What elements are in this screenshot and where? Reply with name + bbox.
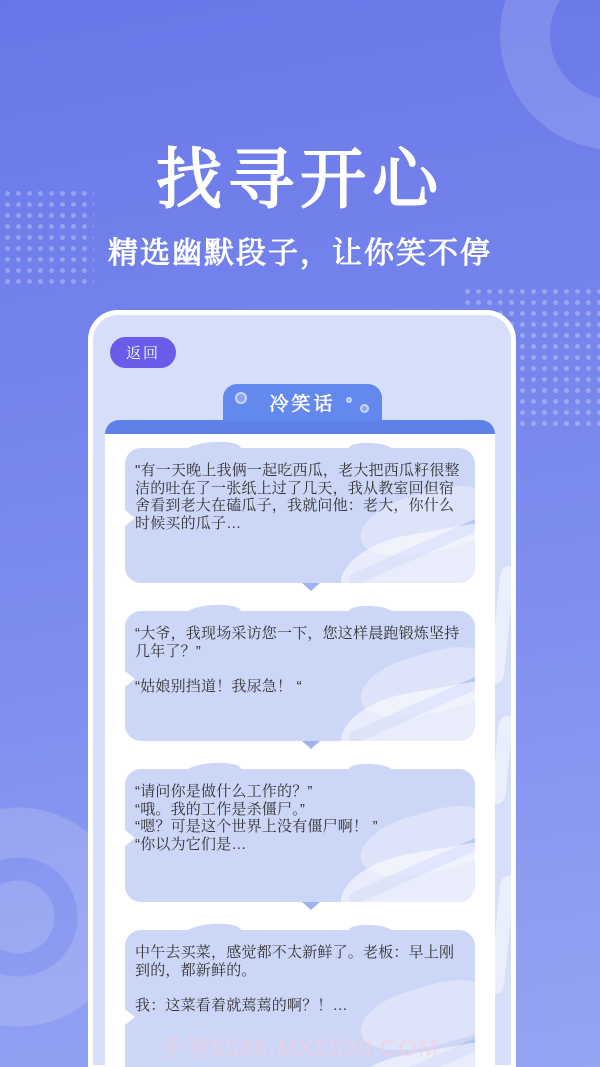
- joke-card: [125, 769, 475, 902]
- joke-line: [135, 660, 463, 678]
- content-panel: [105, 420, 495, 1067]
- joke-line: [135, 979, 463, 997]
- joke-line: “哦。我的工作是杀僵尸。”: [135, 800, 306, 818]
- bubble-decoration: [346, 397, 352, 403]
- joke-card: [125, 448, 475, 583]
- tab-cold-jokes[interactable]: [223, 384, 382, 421]
- joke-card: [125, 611, 475, 741]
- panel-top-bar: [105, 420, 495, 434]
- back-button[interactable]: 返回: [110, 337, 176, 368]
- joke-text: [135, 462, 463, 532]
- page-subtitle: 精选幽默段子，让你笑不停: [108, 237, 492, 270]
- joke-line: 中午去买菜，感觉都不太新鲜了。老板：早上刚到的，都新鲜的。: [135, 944, 455, 979]
- joke-text: [135, 783, 463, 853]
- joke-line: “姑娘别挡道！我尿急！ “: [135, 677, 302, 695]
- joke-list[interactable]: [105, 434, 495, 1067]
- joke-line: “请问你是做什么工作的？”: [135, 783, 313, 800]
- joke-line: “嗯？可是这个世界上没有僵尸啊！ ”: [135, 818, 378, 835]
- joke-line: 我：这菜看着就蔫蔫的啊？！…: [135, 996, 348, 1014]
- watermark: 手游5588·MX5588.COM: [160, 1035, 440, 1062]
- phone-mockup: [88, 310, 516, 1067]
- joke-text: [135, 944, 463, 1014]
- bubble-decoration: [360, 404, 369, 413]
- bubble-decoration: [235, 392, 247, 404]
- joke-line: “你以为它们是…: [135, 835, 247, 853]
- page-title: 找寻开心: [156, 142, 444, 216]
- joke-line: “大爷，我现场采访您一下，您这样晨跑锻炼坚持几年了？”: [135, 625, 460, 660]
- joke-line: "有一天晚上我俩一起吃西瓜，老大把西瓜籽很整洁的吐在了一张纸上过了几天，我从教室回但宿舍看到老大在磕瓜子，我就问他：老大，你什么时候买的瓜子…: [135, 462, 460, 532]
- tab-label: 冷笑话: [269, 394, 336, 415]
- joke-text: [135, 625, 463, 695]
